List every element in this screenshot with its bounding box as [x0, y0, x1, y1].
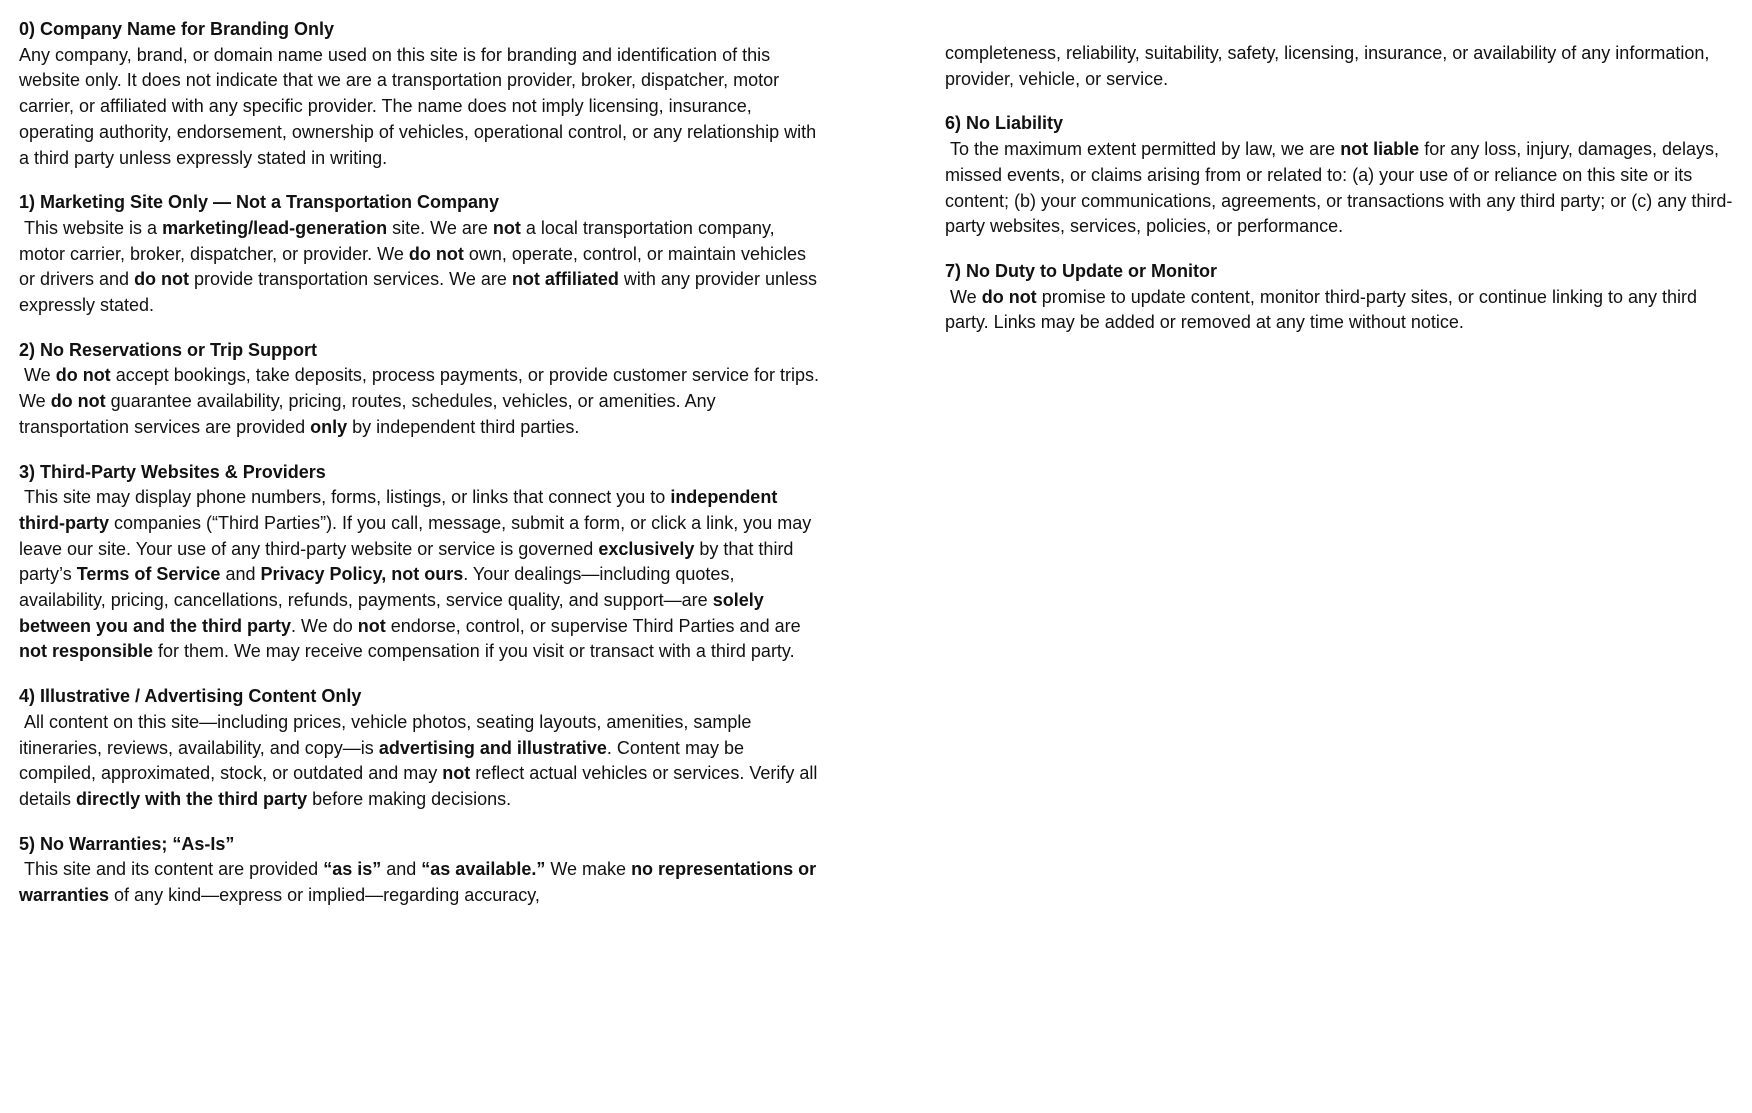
section-6-no-liability: [945, 111, 1745, 240]
bold-text: independent third-party: [19, 487, 783, 533]
bold-text: not: [492, 217, 521, 238]
bold-text: not affiliated: [511, 269, 619, 290]
body-text: site. We are: [387, 217, 493, 238]
section-body: [945, 285, 1745, 336]
section-heading: 0) Company Name for Branding Only: [19, 19, 335, 39]
bold-text: directly with the third party: [76, 788, 308, 809]
section-body: [19, 43, 825, 172]
body-text: by that third party’s: [19, 538, 799, 585]
section-heading: 1) Marketing Site Only — Not a Transportation Company: [19, 192, 500, 213]
section-1-marketing-site-only: [19, 190, 825, 319]
bold-text: not: [357, 615, 386, 636]
section-body: [19, 857, 825, 908]
bold-text: do not: [408, 243, 464, 264]
body-text: with any provider unless expressly stated.: [19, 269, 822, 316]
bold-text: not: [442, 763, 471, 784]
body-text: completeness, reliability, suitability, safety, licensing, insurance, or availability of any information, provider, vehicle, or service.: [945, 43, 1715, 89]
section-2-no-reservations-or-trip-support: [19, 338, 825, 441]
section-heading: 4) Illustrative / Advertising Content Only: [19, 686, 362, 707]
section-body: [945, 41, 1745, 92]
body-text: . Your dealings—including quotes, availability, pricing, cancellations, refunds, payments, service quality, and support—are: [19, 564, 740, 611]
body-text: . Content may be compiled, approximated, stock, or outdated and may: [19, 737, 749, 784]
bold-text: only: [310, 416, 348, 437]
body-text: a local transportation company, motor carrier, broker, dispatcher, or provider. We: [19, 217, 780, 264]
section-heading: 7) No Duty to Update or Monitor: [945, 260, 1217, 281]
bold-text: no representations or warranties: [19, 859, 822, 906]
section-3-third-party-websites-and-providers: [19, 460, 825, 666]
body-text: own, operate, control, or maintain vehicles or drivers and: [19, 243, 812, 290]
section-body: [19, 216, 825, 319]
body-text: We: [19, 365, 56, 386]
section-body: [19, 363, 825, 440]
bold-text: not liable: [1340, 139, 1420, 160]
section-4-illustrative-advertising-content-only: [19, 684, 825, 813]
section-5-no-warranties-as-is: [19, 832, 825, 909]
bold-text: Terms of Service: [76, 564, 221, 585]
body-text: guarantee availability, pricing, routes, schedules, vehicles, or amenities. Any transportation services are provided: [19, 391, 721, 437]
bold-text: do not: [134, 269, 190, 290]
body-text: for any loss, injury, damages, delays, missed events, or claims arising from or related to: (a) your use of or reliance on this site or its content; (b) your communications, agreements, or transactions with any third party; or (c) any third-party websites, services, policies, or performance.: [945, 139, 1733, 237]
bold-text: advertising and illustrative: [378, 737, 607, 758]
bold-text: solely between you and the third party: [19, 590, 769, 636]
section-heading: 2) No Reservations or Trip Support: [19, 339, 318, 360]
body-text: before making decisions.: [307, 788, 512, 809]
bold-text: do not: [55, 365, 111, 386]
section-body: [19, 710, 825, 813]
section-7-no-duty-to-update-or-monitor: [945, 259, 1745, 336]
bold-text: “as is”: [323, 859, 382, 880]
body-text: This site and its content are provided: [19, 859, 324, 880]
body-text: We make: [545, 859, 632, 880]
body-text: . We do: [291, 615, 358, 636]
body-text: of any kind—express or implied—regarding accuracy,: [109, 885, 540, 906]
bold-text: “as available.”: [421, 859, 546, 880]
body-text: companies (“Third Parties”). If you call, message, submit a form, or click a link, you may leave our site. Your use of any third-party website or service is governed: [19, 512, 817, 559]
body-text: This site may display phone numbers, forms, listings, or links that connect you to: [19, 487, 671, 508]
body-text: promise to update content, monitor third-party sites, or continue linking to any third party. Links may be added or removed at any time without notice.: [945, 286, 1703, 333]
section-body: [19, 485, 825, 665]
body-text: and: [381, 859, 422, 880]
body-text: reflect actual vehicles or services. Verify all details: [19, 763, 823, 809]
bold-text: exclusively: [598, 538, 695, 559]
body-text: by independent third parties.: [347, 416, 580, 437]
body-text: for them. We may receive compensation if you visit or transact with a third party.: [153, 641, 795, 662]
bold-text: do not: [981, 286, 1037, 307]
section-0-company-name-for-branding-only: [19, 17, 825, 171]
body-text: All content on this site—including prices, vehicle photos, seating layouts, amenities, sample itineraries, reviews, availability, and copy—is: [19, 711, 757, 758]
body-text: We: [945, 286, 982, 307]
left-column: [19, 17, 825, 909]
body-text: This website is a: [19, 217, 163, 238]
section-heading: 5) No Warranties; “As-Is”: [19, 833, 235, 854]
bold-text: marketing/lead-generation: [162, 217, 388, 238]
bold-text: not responsible: [19, 641, 154, 662]
bold-text: do not: [50, 391, 106, 412]
section-heading: 3) Third-Party Websites & Providers: [19, 461, 326, 482]
section-body: [945, 137, 1745, 240]
body-text: provide transportation services. We are: [189, 269, 512, 290]
body-text: accept bookings, take deposits, process payments, or provide customer service for trips. We: [19, 365, 825, 412]
section-heading: 6) No Liability: [945, 113, 1064, 134]
section-5-continuation: [945, 41, 1745, 92]
body-text: endorse, control, or supervise Third Parties and are: [385, 615, 806, 636]
body-text: To the maximum extent permitted by law, we are: [945, 139, 1341, 160]
body-text: and: [220, 564, 261, 585]
bold-text: Privacy Policy, not ours: [260, 564, 464, 585]
body-text: Any company, brand, or domain name used on this site is for branding and identification of this website only. It does not indicate that we are a transportation provider, broker, dispatcher, motor carrier, or affiliated with any specific provider. The name does not imply licensing, insurance, operating authority, endorsement, ownership of vehicles, operational control, or any relationship with a third party unless expressly stated in writing.: [19, 44, 822, 168]
right-column: [945, 41, 1745, 336]
